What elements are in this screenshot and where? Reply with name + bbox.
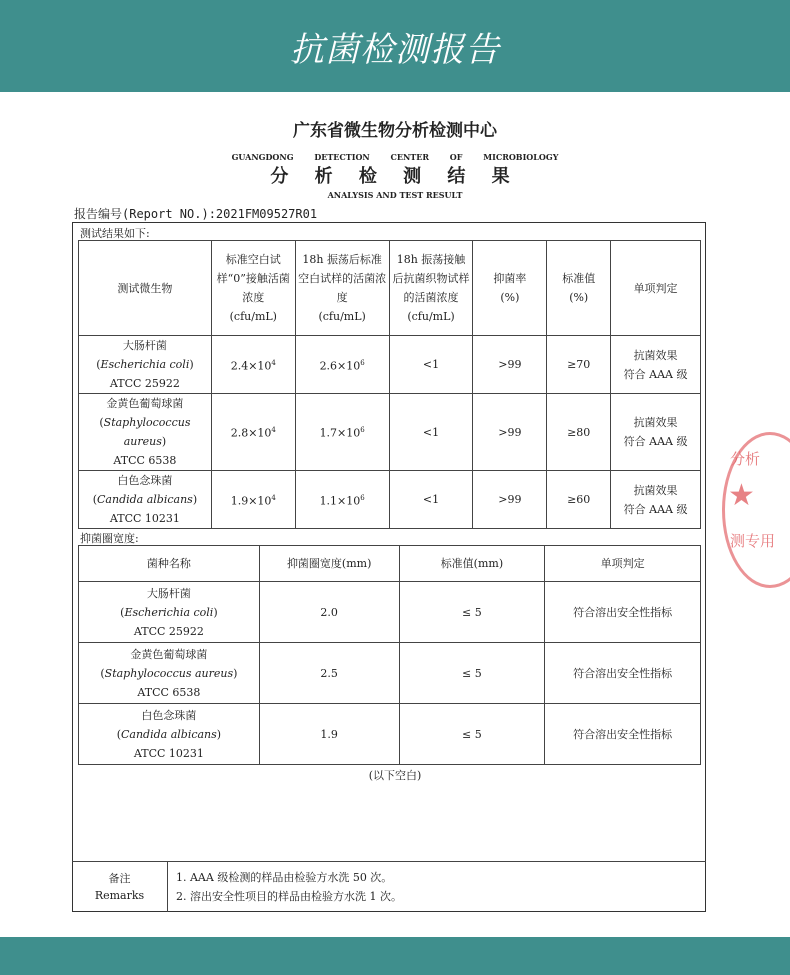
header-cell: 标准值(mm) [399, 546, 545, 582]
standard-cell: ≤ 5 [399, 704, 545, 765]
blank-18h-cell: $1.7\times 10^6$ [295, 394, 389, 471]
table-row [79, 582, 701, 643]
inhibition-zone-table [78, 545, 701, 765]
table-row [79, 704, 701, 765]
organism-cell: 白色念珠菌 (Candida albicans) ATCC 10231 [79, 471, 212, 529]
judgement-cell: 符合溶出安全性指标 [545, 643, 701, 704]
org-name: 广东省微生物分析检测中心 [293, 121, 497, 141]
zone-width-cell: 2.5 [259, 643, 399, 704]
header-cell: 标准空白试样“0”接触活菌浓度 (cfu/mL) [211, 241, 295, 336]
header-cell: 18h 振荡后标准空白试样的活菌浓度 (cfu/mL) [295, 241, 389, 336]
header-cell: 单项判定 [611, 241, 701, 336]
standard-cell: ≥70 [547, 336, 611, 394]
table-row [79, 471, 701, 529]
organism-cell: 金黄色葡萄球菌 (Staphylococcus aureus) ATCC 6538 [79, 394, 212, 471]
header-cell: 标准值 (%) [547, 241, 611, 336]
judgement-cell: 符合溶出安全性指标 [545, 704, 701, 765]
bottom-bar [0, 937, 790, 975]
judgement-cell: 符合溶出安全性指标 [545, 582, 701, 643]
result-title: 分 析 检 测 结 果 [270, 166, 520, 187]
standard-cell: ≤ 5 [399, 643, 545, 704]
judgement-cell: 抗菌效果 符合 AAA 级 [611, 471, 701, 529]
table-header-row [79, 546, 701, 582]
table-row [79, 643, 701, 704]
blank-zero-cell: $2.4\times 10^4$ [211, 336, 295, 394]
blank-zero-cell: $2.8\times 10^4$ [211, 394, 295, 471]
judgement-cell: 抗菌效果 符合 AAA 级 [611, 336, 701, 394]
remarks-label: 备注 Remarks [72, 862, 168, 912]
blank-zero-cell: $1.9\times 10^4$ [211, 471, 295, 529]
stamp-text-bottom: 测专用 [730, 532, 776, 550]
org-name-en: GUANGDONG DETECTION CENTER OF MICROBIOLOGY [231, 152, 559, 162]
header-cell: 单项判定 [545, 546, 701, 582]
header-cell: 菌种名称 [79, 546, 260, 582]
rate-cell: >99 [473, 394, 547, 471]
empty-below-note: (以下空白) [368, 769, 422, 782]
report-number: 报告编号(Report NO.):2021FM09527R01 [74, 207, 318, 221]
rate-cell: >99 [473, 336, 547, 394]
header-cell: 抑菌圈宽度(mm) [259, 546, 399, 582]
fabric-cell: <1 [389, 336, 473, 394]
result-title-en: ANALYSIS AND TEST RESULT [327, 190, 463, 200]
blank-18h-cell: $1.1\times 10^6$ [295, 471, 389, 529]
fabric-cell: <1 [389, 471, 473, 529]
remarks-section [72, 861, 706, 912]
standard-cell: ≥60 [547, 471, 611, 529]
section2-label: 抑菌圈宽度: [80, 532, 139, 545]
stamp-star-icon: ★ [728, 478, 755, 513]
section1-label: 测试结果如下: [80, 227, 150, 240]
blank-18h-cell: $2.6\times 10^6$ [295, 336, 389, 394]
judgement-cell: 抗菌效果 符合 AAA 级 [611, 394, 701, 471]
header-cell: 抑菌率 (%) [473, 241, 547, 336]
organism-cell: 大肠杆菌 (Escherichia coli) ATCC 25922 [79, 582, 260, 643]
table-header-row [79, 241, 701, 336]
organism-cell: 白色念珠菌 (Candida albicans) ATCC 10231 [79, 704, 260, 765]
remarks-text: 1. AAA 级检测的样品由检验方水洗 50 次。 2. 溶出安全性项目的样品由检验方水洗 1 次。 [176, 871, 402, 903]
fabric-cell: <1 [389, 394, 473, 471]
organism-cell: 金黄色葡萄球菌 (Staphylococcus aureus) ATCC 6538 [79, 643, 260, 704]
zone-width-cell: 1.9 [259, 704, 399, 765]
standard-cell: ≥80 [547, 394, 611, 471]
organism-cell: 大肠杆菌 (Escherichia coli) ATCC 25922 [79, 336, 212, 394]
table-row [79, 394, 701, 471]
header-cell: 18h 振荡接触后抗菌织物试样的活菌浓度 (cfu/mL) [389, 241, 473, 336]
table-row [79, 336, 701, 394]
standard-cell: ≤ 5 [399, 582, 545, 643]
zone-width-cell: 2.0 [259, 582, 399, 643]
header-cell: 测试微生物 [79, 241, 212, 336]
antibacterial-rate-table [78, 240, 701, 529]
rate-cell: >99 [473, 471, 547, 529]
stamp-text-top: 分析 [730, 450, 761, 468]
banner-title: 抗菌检测报告 [290, 30, 500, 70]
